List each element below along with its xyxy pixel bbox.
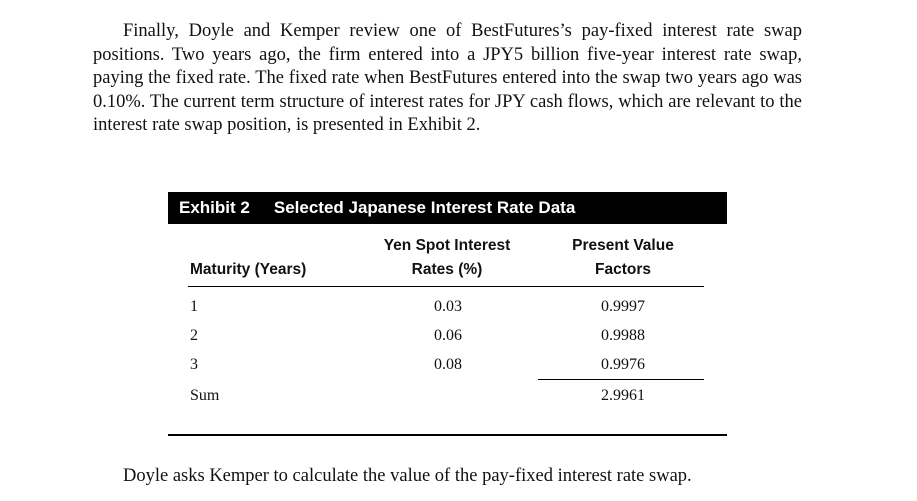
exhibit-title: Selected Japanese Interest Rate Data xyxy=(273,198,576,217)
column-header-pv-factor-line2: Factors xyxy=(595,261,651,278)
sum-row-pv-factor: 2.9961 xyxy=(601,387,645,404)
table-row-3-spot-rate: 0.08 xyxy=(434,356,462,373)
table-row-1-spot-rate: 0.03 xyxy=(434,298,462,315)
table-row-3-pv-factor: 0.9976 xyxy=(601,356,645,373)
sum-rule xyxy=(538,379,704,380)
table-row-2-spot-rate: 0.06 xyxy=(434,327,462,344)
intro-paragraph: Finally, Doyle and Kemper review one of BestFutures’s pay-fixed interest rate swap positions. Two years ago, the firm entered into a JPY5 billion five-year interest rate swap, paying the fixed rate. The fixed rate when BestFutures entered into the swap two years ago was 0.10%. The current term structure of interest rates for JPY cash flows, which are relevant to the interest rate swap position, is presented in Exhibit 2. xyxy=(93,21,802,135)
header-rule xyxy=(188,286,704,287)
sum-row-label: Sum xyxy=(190,387,220,404)
column-header-pv-factor-line1: Present Value xyxy=(572,237,674,254)
exhibit-bottom-rule xyxy=(168,434,727,436)
column-header-maturity: Maturity (Years) xyxy=(190,261,307,278)
table-row-2-pv-factor: 0.9988 xyxy=(601,327,645,344)
exhibit-label: Exhibit 2 xyxy=(179,198,250,217)
closing-paragraph: Doyle asks Kemper to calculate the value of the pay-fixed interest rate swap. xyxy=(123,466,692,486)
column-header-spot-rate-line1: Yen Spot Interest xyxy=(383,237,511,254)
exhibit-title-bar xyxy=(168,192,727,224)
table-row-1-pv-factor: 0.9997 xyxy=(601,298,645,315)
table-row-1-maturity: 1 xyxy=(190,298,198,315)
table-row-2-maturity: 2 xyxy=(190,327,198,344)
table-row-3-maturity: 3 xyxy=(190,356,198,373)
column-header-spot-rate-line2: Rates (%) xyxy=(411,261,483,278)
